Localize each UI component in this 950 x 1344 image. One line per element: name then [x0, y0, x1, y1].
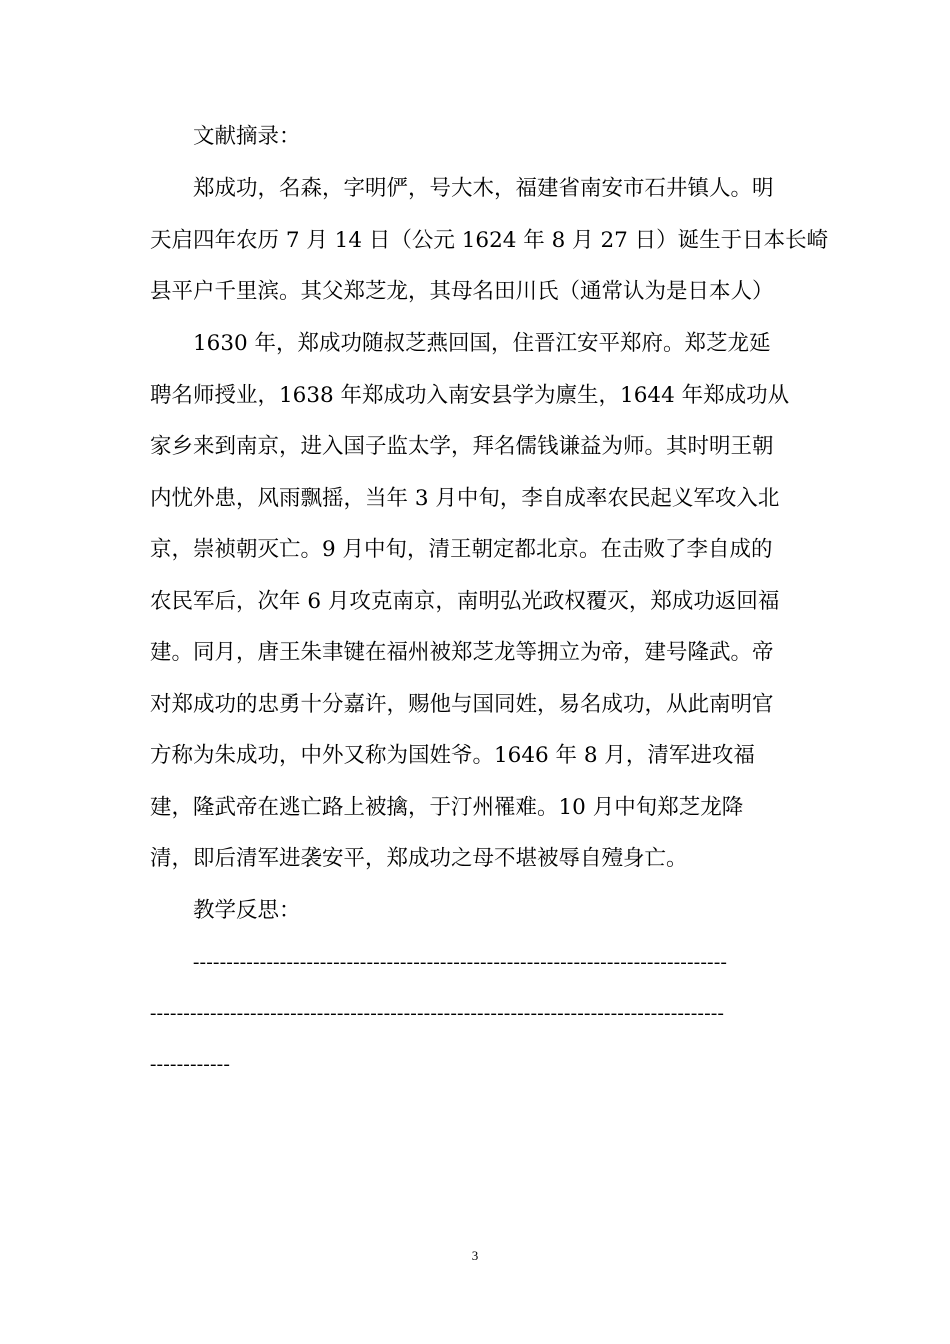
- heading-reflection: 教学反思：: [193, 898, 301, 923]
- paragraph-line: 天启四年农历 7 月 14 日（公元 1624 年 8 月 27 日）诞生于日本长崎: [150, 228, 829, 253]
- paragraph-line: 方称为朱成功，中外又称为国姓爷。1646 年 8 月，清军进攻福: [150, 743, 755, 768]
- reflection-blank-line: --------------------------------------------------------------------------------------: [150, 1003, 725, 1024]
- paragraph-line: 建，隆武帝在逃亡路上被擒，于汀州罹难。10 月中旬郑芝龙降: [150, 795, 744, 820]
- paragraph-line: 清，即后清军进袭安平，郑成功之母不堪被辱自殪身亡。: [150, 846, 688, 871]
- page-number: 3: [471, 1248, 479, 1263]
- paragraph-line: 县平户千里滨。其父郑芝龙，其母名田川氏（通常认为是日本人）: [150, 279, 774, 304]
- paragraph-line: 郑成功，名森，字明俨，号大木，福建省南安市石井镇人。明: [193, 176, 774, 201]
- paragraph-line: 京，崇祯朝灭亡。9 月中旬，清王朝定都北京。在击败了李自成的: [150, 537, 773, 562]
- heading-excerpt: 文献摘录：: [193, 124, 301, 149]
- paragraph-line: 聘名师授业，1638 年郑成功入南安县学为廪生，1644 年郑成功从: [150, 383, 790, 408]
- paragraph-line: 对郑成功的忠勇十分嘉许，赐他与国同姓，易名成功，从此南明官: [150, 692, 774, 717]
- reflection-blank-line: ------------: [150, 1054, 231, 1075]
- reflection-blank-line: --------------------------------------------------------------------------------: [193, 952, 728, 973]
- paragraph-line: 内忧外患，风雨飘摇，当年 3 月中旬，李自成率农民起义军攻入北: [150, 486, 780, 511]
- paragraph-line: 1630 年，郑成功随叔芝燕回国，住晋江安平郑府。郑芝龙延: [193, 331, 771, 356]
- paragraph-line: 农民军后，次年 6 月攻克南京，南明弘光政权覆灭，郑成功返回福: [150, 589, 780, 614]
- paragraph-line: 建。同月，唐王朱聿键在福州被郑芝龙等拥立为帝，建号隆武。帝: [150, 640, 774, 665]
- paragraph-line: 家乡来到南京，进入国子监太学，拜名儒钱谦益为师。其时明王朝: [150, 434, 774, 459]
